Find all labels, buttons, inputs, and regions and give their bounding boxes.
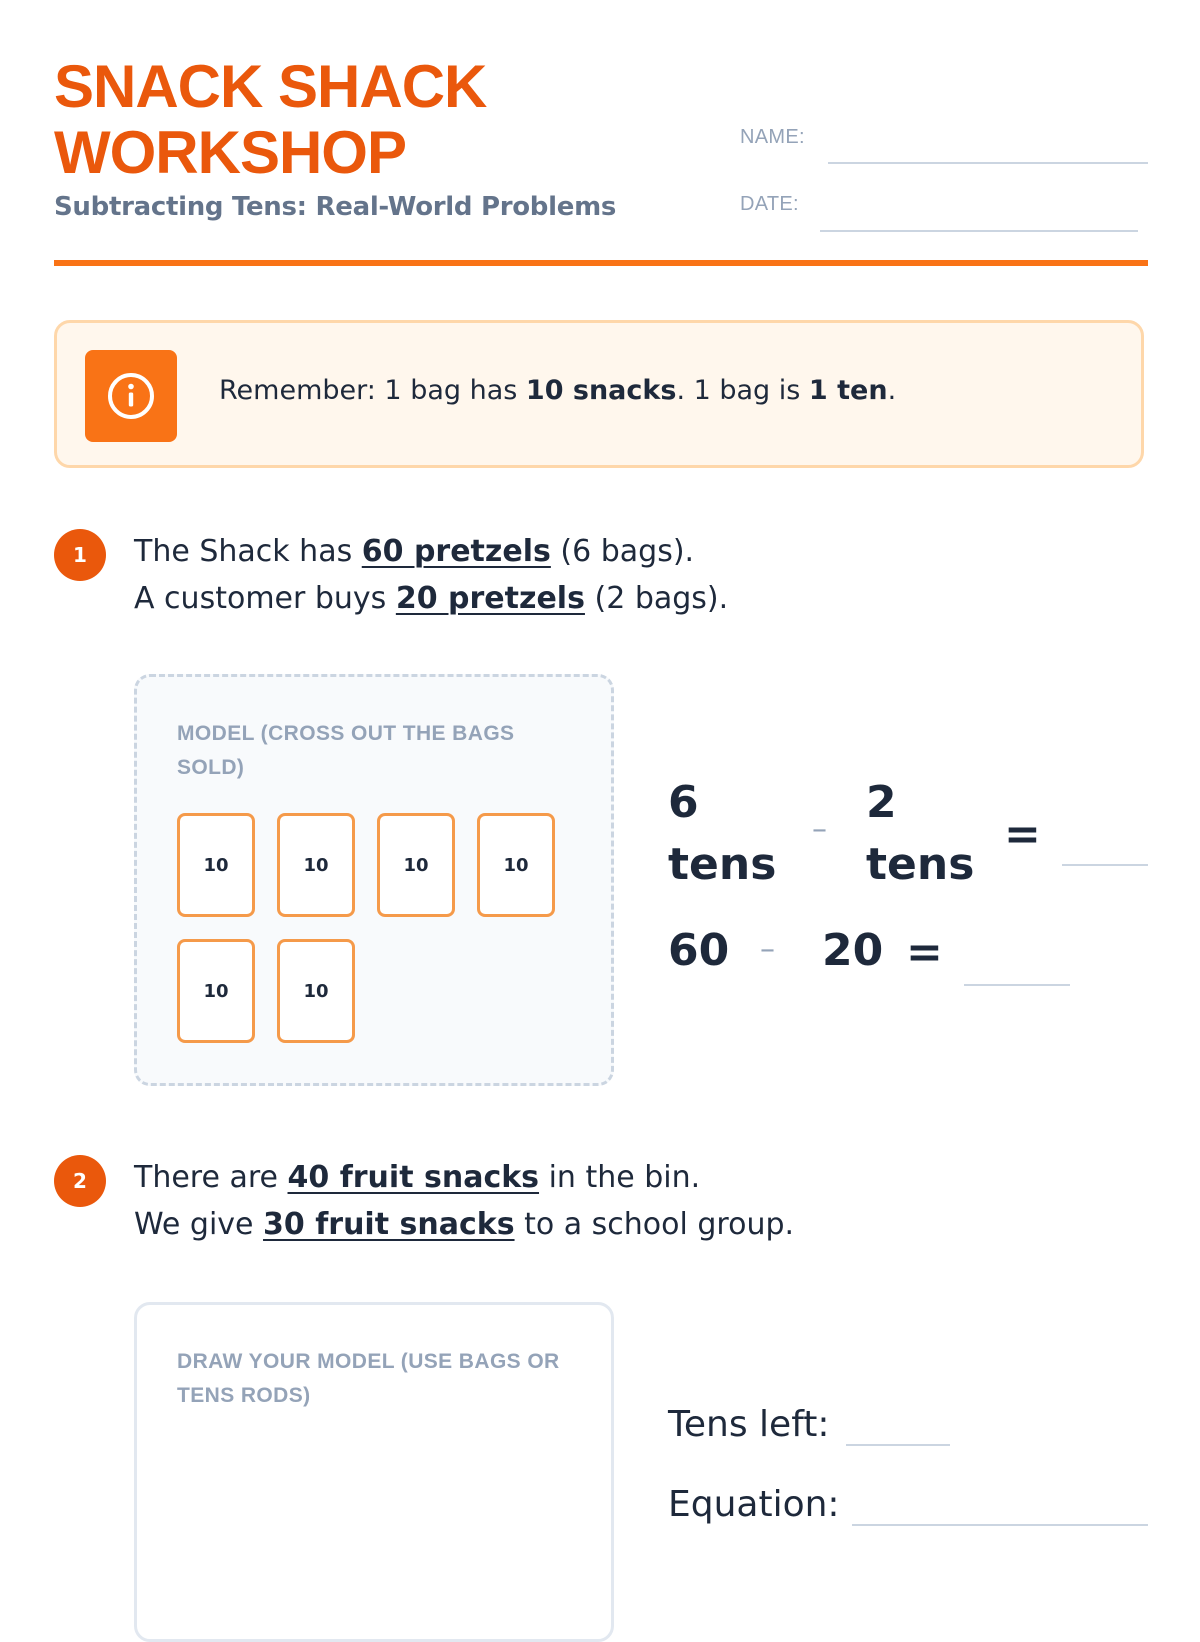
problem-2-line-2 <box>134 1201 794 1248</box>
tens-left-blank[interactable] <box>846 1444 950 1446</box>
p2-l1-pre: There are <box>134 1160 288 1195</box>
problem-2-badge: 2 <box>54 1155 106 1207</box>
eq2-a: 60 <box>668 925 730 976</box>
reminder-suffix: . <box>887 375 897 406</box>
equation-label: Equation: <box>668 1484 840 1525</box>
eq2-minus: – <box>760 932 775 967</box>
tens-left-label: Tens left: <box>668 1404 830 1445</box>
p1-l1-post: (6 bags). <box>550 534 695 569</box>
bag-1[interactable]: 10 <box>177 813 255 917</box>
reminder-text <box>219 375 896 406</box>
p1-l2-highlight: 20 pretzels <box>395 581 585 616</box>
reminder-callout <box>54 320 1144 468</box>
eq2-b: 20 <box>822 925 884 976</box>
problem-1-badge: 1 <box>54 529 106 581</box>
p1-l1-highlight: 60 pretzels <box>361 534 551 569</box>
eq2-answer-blank[interactable] <box>964 984 1070 986</box>
p2-l2-highlight: 30 fruit snacks <box>263 1207 515 1242</box>
worksheet-title <box>54 54 486 186</box>
p2-l2-pre: We give <box>134 1207 264 1242</box>
problem-1-text <box>134 528 728 622</box>
worksheet-subtitle: Subtracting Tens: Real-World Problems <box>54 192 617 222</box>
eq1-a-unit: tens <box>668 839 777 890</box>
problem-1-line-2 <box>134 575 728 622</box>
eq1-a-num: 6 <box>668 777 699 828</box>
draw-label: DRAW YOUR MODEL (USE BAGS OR TENS RODS) <box>177 1350 560 1407</box>
bag-6[interactable]: 10 <box>277 939 355 1043</box>
name-field[interactable] <box>828 162 1148 164</box>
name-label: NAME: <box>740 126 805 148</box>
eq1-b-num: 2 <box>866 777 897 828</box>
problem-1-line-1 <box>134 528 728 575</box>
model-label: MODEL (CROSS OUT THE BAGS SOLD) <box>177 722 515 779</box>
problem-2-line-1 <box>134 1154 794 1201</box>
reminder-bold-ten: 1 ten <box>808 375 888 406</box>
reminder-middle: . 1 bag is <box>676 375 809 406</box>
reminder-bold-snacks: 10 snacks <box>525 375 677 406</box>
title-line-1: SNACK SHACK <box>54 53 487 120</box>
title-line-2: WORKSHOP <box>54 119 406 186</box>
p1-l2-pre: A customer buys <box>134 581 396 616</box>
date-field[interactable] <box>820 230 1138 232</box>
eq1-answer-blank[interactable] <box>1062 864 1148 866</box>
p1-l1-pre: The Shack has <box>134 534 362 569</box>
bag-group <box>177 813 577 1043</box>
problem-2-draw-box[interactable] <box>134 1302 614 1642</box>
header-divider <box>54 260 1148 266</box>
problem-1-model-box <box>134 674 614 1086</box>
eq1-a <box>668 772 776 896</box>
eq1-b-unit: tens <box>866 839 975 890</box>
eq1-minus: – <box>812 812 827 847</box>
p2-l1-highlight: 40 fruit snacks <box>287 1160 540 1195</box>
eq1-b <box>866 772 974 896</box>
bag-3[interactable]: 10 <box>377 813 455 917</box>
eq2-equals: = <box>906 927 943 978</box>
reminder-prefix: Remember: 1 bag has <box>219 375 526 406</box>
bag-5[interactable]: 10 <box>177 939 255 1043</box>
problem-2-text <box>134 1154 794 1248</box>
bag-2[interactable]: 10 <box>277 813 355 917</box>
bag-4[interactable]: 10 <box>477 813 555 917</box>
p1-l2-post: (2 bags). <box>584 581 729 616</box>
eq1-equals: = <box>1004 809 1041 860</box>
info-icon <box>85 350 177 442</box>
equation-blank[interactable] <box>852 1524 1148 1526</box>
date-label: DATE: <box>740 193 799 215</box>
p2-l2-post: to a school group. <box>514 1207 795 1242</box>
p2-l1-post: in the bin. <box>539 1160 701 1195</box>
